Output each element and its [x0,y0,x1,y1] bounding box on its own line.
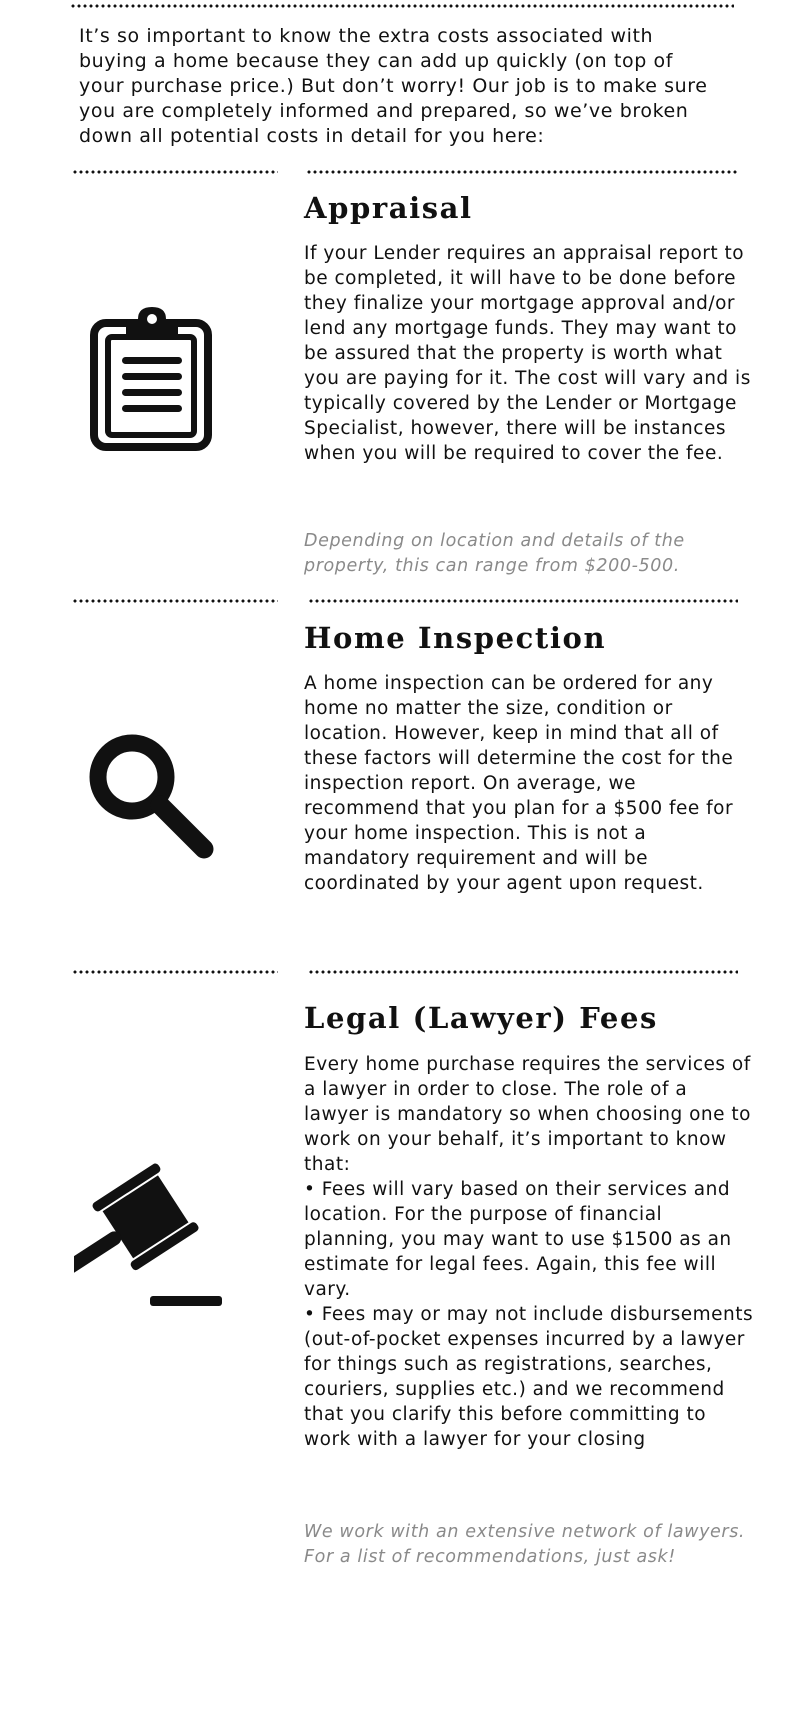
section-body-appraisal: If your Lender requires an appraisal report to be completed, it will have to be done before they finalize your mortgage approval and/or lend any mortgage funds. They may want to be assured that the property is worth what you are paying for it. The cost will vary and is typically covered by the Lender or Mortgage Specialist, however, there will be instances when you will be required to cover the fee. [304,243,751,464]
section-divider-left [72,170,278,174]
top-dotted-divider [70,4,734,8]
section-divider-left [72,970,278,974]
gavel-icon [74,1158,234,1310]
section-divider-right [306,170,738,174]
section-title-appraisal: Appraisal [304,191,473,225]
section-note-legal-fees: We work with an extensive network of lawyers. For a list of recommendations, just ask! [304,1522,746,1567]
magnifying-glass-icon [88,733,216,861]
section-title-home-inspection: Home Inspection [304,621,607,655]
section-divider-right [308,599,738,603]
clipboard-icon [88,305,216,453]
section-body-legal-fees: Every home purchase requires the services of a lawyer in order to close. The role of a lawyer is mandatory so when choosing one to work on your behalf, it’s important to know that: • Fees will vary based on their services and location. For the purpose of financial planning, you may want to use $1500 as an estimate for legal fees. Again, this fee will vary. • Fees may or may not include disbursements (out-of-pocket expenses incurred by a lawyer for things such as registrations, searches, couriers, supplies etc.) and we recommend that you clarify this before committing to work with a lawyer for your closing [304,1054,754,1450]
section-divider-right [308,970,738,974]
section-body-home-inspection: A home inspection can be ordered for any home no matter the size, condition or location. However, keep in mind that all of these factors will determine the cost for the inspection report. On average, we recommend that you plan for a $500 fee for your home inspection. This is not a mandatory requirement and will be coordinated by your agent upon request. [304,673,734,894]
section-title-legal-fees: Legal (Lawyer) Fees [304,1001,658,1035]
section-divider-left [72,599,278,603]
section-note-appraisal: Depending on location and details of the property, this can range from $200-500. [304,531,685,576]
intro-paragraph: It’s so important to know the extra costs associated with buying a home because they can add up quickly (on top of your purchase price.) But don’t worry! Our job is to make sure you are completely informed and prepared, so we’ve broken down all potential costs in detail for you here: [79,25,708,147]
